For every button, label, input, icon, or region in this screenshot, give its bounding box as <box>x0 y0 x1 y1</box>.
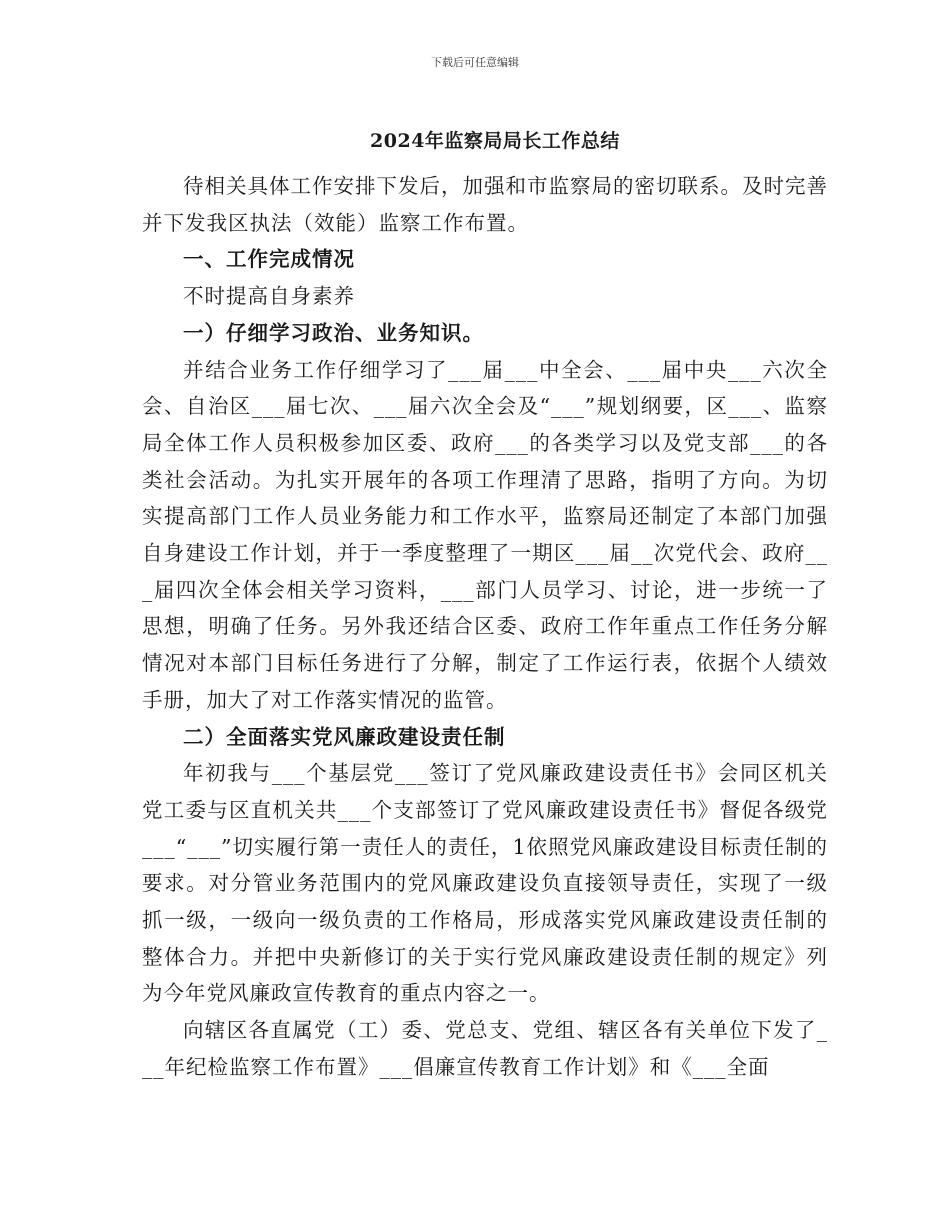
study-paragraph: 并结合业务工作仔细学习了___届___中全会、___届中央___六次全会、自治区___届七次、___届六次全会及“___”规划纲要，区___、监察局全体工作人员积极参加区委、政府___的各类学习以及党支部___的各类社会活动。为扎实开展年的各项工作理清了思路，指明了方向。为切实提高部门工作人员业务能力和工作水平，监察局还制定了本部门加强自身建设工作计划，并于一季度整理了一期区___届__次党代会、政府___届四次全体会相关学习资料，___部门人员学习、讨论，进一步统一了思想，明确了任务。另外我还结合区委、政府工作年重点工作任务分解情况对本部门目标任务进行了分解，制定了工作运行表，依据个人绩效手册，加大了对工作落实情况的监管。 <box>142 357 828 712</box>
distribution-paragraph: 向辖区各直属党（工）委、党总支、党组、辖区各有关单位下发了___年纪检监察工作布置》___倡廉宣传教育工作计划》和《___全面 <box>142 1018 828 1079</box>
subsection-heading-study: 一）仔细学习政治、业务知识。 <box>183 320 484 345</box>
document-body <box>142 168 828 1086</box>
intro-paragraph: 待相关具体工作安排下发后，加强和市监察局的密切联系。及时完善并下发我区执法（效能）监察工作布置。 <box>142 174 828 235</box>
section-heading-work-completion: 一、工作完成情况 <box>183 247 355 272</box>
responsibility-paragraph: 年初我与___个基层党___签订了党风廉政建设责任书》会同区机关党工委与区直机关共___个支部签订了党风廉政建设责任书》督促各级党___“___”切实履行第一责任人的责任，1依照党风廉政建设目标责任制的要求。对分管业务范围内的党风廉政建设负直接领导责任，实现了一级抓一级，一级向一级负责的工作格局，形成落实党风廉政建设责任制的整体合力。并把中央新修订的关于实行党风廉政建设责任制的规定》列为今年党风廉政宣传教育的重点内容之一。 <box>142 761 828 1006</box>
header-note: 下载后可任意编辑 <box>431 56 519 69</box>
document-title: 2024年监察局局长工作总结 <box>370 130 620 152</box>
subsection-heading-responsibility: 二）全面落实党风廉政建设责任制 <box>183 724 506 749</box>
subsection-lead-text: 不时提高自身素养 <box>183 284 355 309</box>
